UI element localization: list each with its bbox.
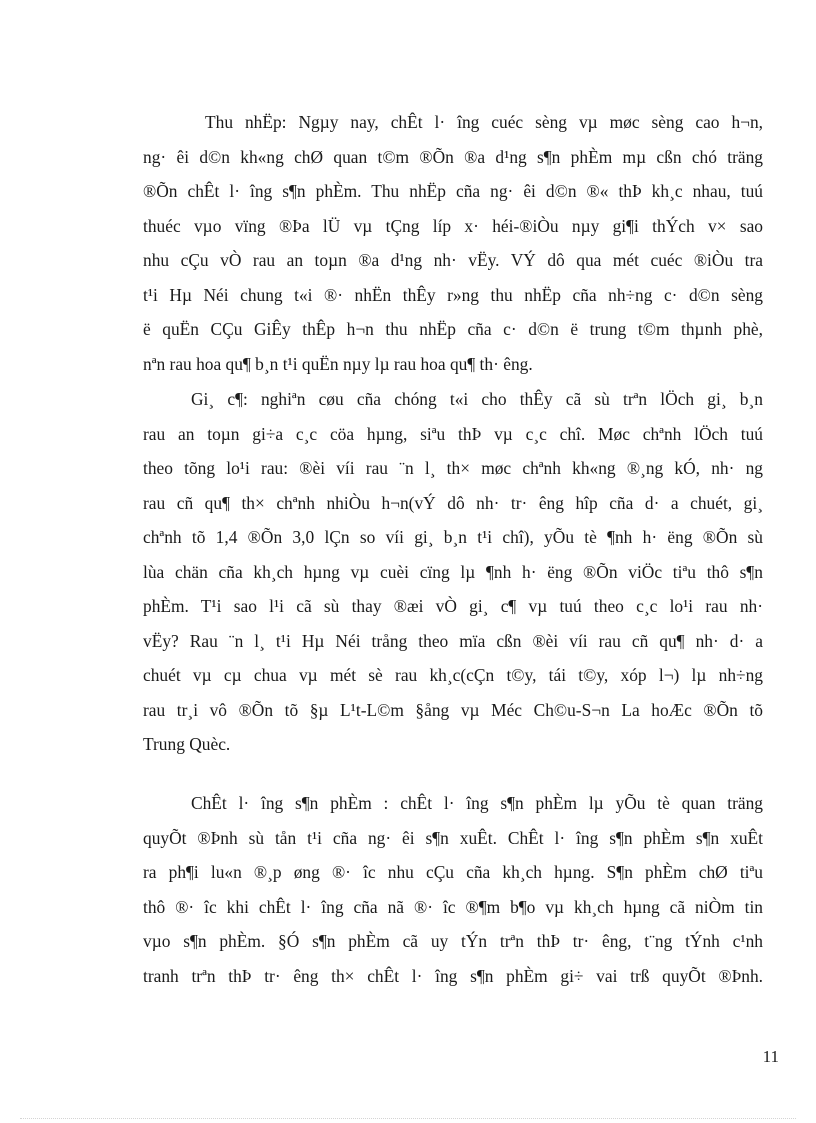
text-line: quyÕt ®Þnh sù tån t¹i cña ng· êi s¶n xuÊt. ChÊt l· îng s¶n phÈm s¶n xuÊt xyxy=(143,827,763,848)
text-line: ®Õn chÊt l· îng s¶n phÈm. Thu nhËp cña ng· êi d©n ®« thÞ kh¸c nhau, tuú xyxy=(143,181,763,201)
paragraph-price xyxy=(143,382,763,762)
text-line: theo tõng lo¹i rau: ®èi víi rau ¨n l¸ th× møc chªnh kh«ng ®¸ng kÓ, nh· ng xyxy=(143,458,763,478)
text-line: Thu nhËp: Ngµy nay, chÊt l· îng cuéc sèng vµ møc sèng cao h¬n, xyxy=(205,112,763,132)
text-line: phÈm. T¹i sao l¹i cã sù thay ®æi vÒ gi¸ c¶ vµ tuú theo c¸c lo¹i rau nh· xyxy=(143,596,763,616)
text-line: ë quËn CÇu GiÊy thÊp h¬n thu nhËp cña c· d©n ë trung t©m thµnh phè, xyxy=(143,319,763,339)
text-line: chuét vµ cµ chua vµ mét sè rau kh¸c(cÇn t©y, tái t©y, xóp l¬) lµ nh÷ng xyxy=(143,665,763,685)
text-line: Gi¸ c¶: nghiªn cøu cña chóng t«i cho thÊy cã sù trªn lÖch gi¸ b¸n xyxy=(191,389,763,409)
bottom-dotted-rule xyxy=(20,1118,796,1119)
text-line: chªnh tõ 1,4 ®Õn 3,0 lÇn so víi gi¸ b¸n t¹i chî), yÕu tè ¶nh h· ëng ®Õn sù xyxy=(143,527,763,547)
text-line: t¹i Hµ Néi chung t«i ®· nhËn thÊy r»ng thu nhËp cña nh÷ng c· d©n sèng xyxy=(143,284,763,305)
text-line: thuéc vµo vïng ®Þa lÜ vµ tÇng líp x· héi-®iÒu nµy gi¶i thÝch v× sao xyxy=(143,215,763,236)
text-line: tranh trªn thÞ tr· êng th× chÊt l· îng s¶n phÈm gi÷ vai trß quyÕt ®Þnh. xyxy=(143,965,763,986)
text-line: vµo s¶n phÈm. §Ó s¶n phÈm cã uy tÝn trªn thÞ tr· êng, t¨ng tÝnh c¹nh xyxy=(143,931,763,951)
text-line: ra ph¶i lu«n ®¸p øng ®· îc nhu cÇu cña kh¸ch hµng. S¶n phÈm chØ tiªu xyxy=(143,862,763,882)
text-line: ChÊt l· îng s¶n phÈm : chÊt l· îng s¶n phÈm lµ yÕu tè quan träng xyxy=(191,793,763,813)
text-line: lùa chän cña kh¸ch hµng vµ cuèi cïng lµ ¶nh h· ëng ®Õn viÖc tiªu thô s¶n xyxy=(143,561,763,582)
text-line: ng· êi d©n kh«ng chØ quan t©m ®Õn ®a d¹ng s¶n phÈm mµ cßn chó träng xyxy=(143,146,763,167)
text-line: thô ®· îc khi chÊt l· îng cña nã ®· îc ®¶m b¶o vµ kh¸ch hµng cã niÒm tin xyxy=(143,896,763,917)
text-line: rau cñ qu¶ th× chªnh nhiÒu h¬n(vÝ dô nh· tr· êng hîp cña d· a chuét, gi¸ xyxy=(143,492,763,513)
paragraph-income xyxy=(143,105,763,381)
paragraph-quality xyxy=(143,786,763,993)
text-line: vËy? Rau ¨n l¸ t¹i Hµ Néi trång theo mïa cßn ®èi víi rau cñ qu¶ nh· d· a xyxy=(143,630,763,651)
page-number: 11 xyxy=(762,1047,779,1066)
text-line: nªn rau hoa qu¶ b¸n t¹i quËn nµy lµ rau hoa qu¶ th· êng. xyxy=(143,353,533,374)
text-line: Trung Quèc. xyxy=(143,734,231,754)
text-line: rau tr¸i vô ®Õn tõ §µ L¹t-L©m §ång vµ Méc Ch©u-S¬n La hoÆc ®Õn tõ xyxy=(143,699,763,720)
text-line: nhu cÇu vÒ rau an toµn ®a d¹ng nh· vËy. VÝ dô qua mét cuéc ®iÒu tra xyxy=(143,250,763,270)
text-line: rau an toµn gi÷a c¸c cöa hµng, siªu thÞ vµ c¸c chî. Møc chªnh lÖch tuú xyxy=(143,423,763,444)
